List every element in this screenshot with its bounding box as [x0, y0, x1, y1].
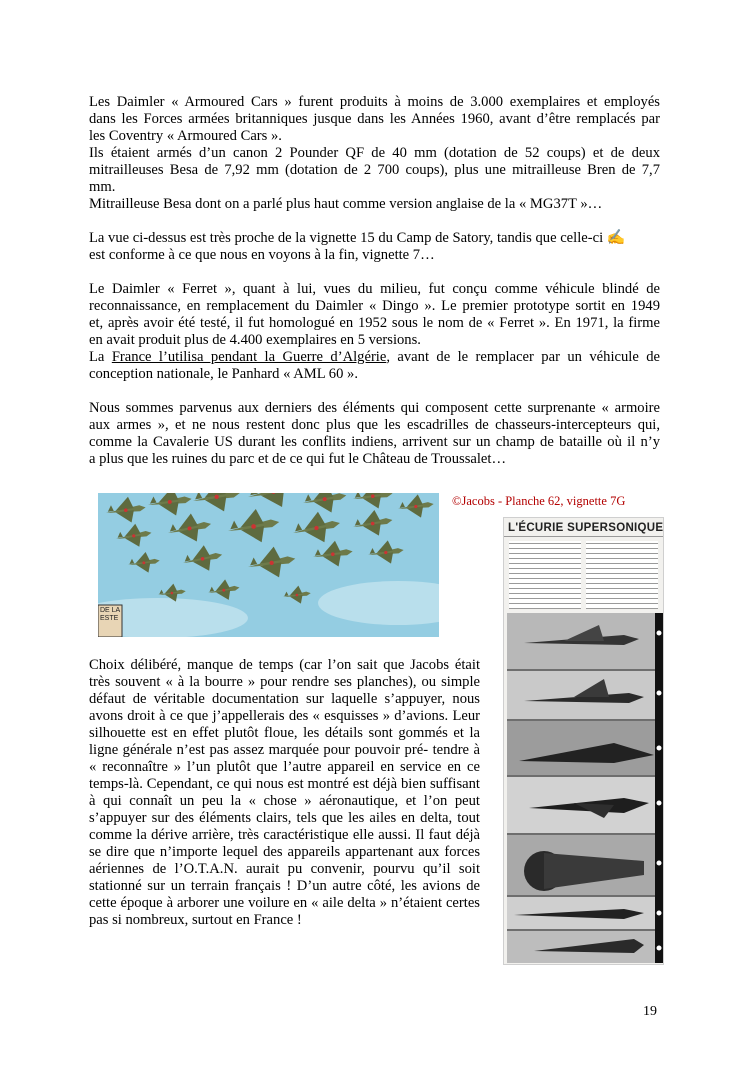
text-line: aux armes », et ne nous restent donc plus que les escadrilles de chasseurs-intercepteurs qui,	[89, 417, 660, 433]
text-line: et, après avoir été testé, il fut homologué en 1952 sous le nom de « Ferret ». En 1971, la firme	[89, 315, 660, 331]
text-line: Nous sommes parvenus aux derniers des éléments qui composent cette surprenante « armoire	[89, 400, 660, 416]
text-line: défaut de véritable documentation sur laquelle s’appuyer, nous	[89, 691, 480, 707]
paragraph-esquisses	[89, 657, 480, 929]
text-line: est conforme à ce que nous en voyons à la fin, vignette 7…	[89, 247, 435, 263]
text-line: les Coventry « Armoured Cars ».	[89, 128, 282, 144]
comic-sign-text: DE LA ESTE	[100, 607, 121, 622]
text-line: mitrailleuses Besa de 7,92 mm (dotation de 2 700 coups), plus une mitrailleuse Bren de 7,7	[89, 162, 660, 178]
text-line: avons droit à ce que j’appellerais des « esquisses » d’avions.	[89, 708, 449, 724]
text-line: dérive arrière, très caractéristique elle aussi.	[151, 827, 412, 843]
comic-panel-image	[98, 493, 439, 637]
text-line: a plus que les ruines du parc et de ce qui fut le Château de Troussalet…	[89, 451, 507, 467]
text-line: en avait produit plus de 4.400 exemplaires en 5 versions.	[89, 332, 421, 348]
text-line: aux forces aériennes de l’O.T.A.N. aurait pu convenir, pourvu	[89, 844, 480, 877]
aircraft-photos	[504, 613, 663, 963]
text-line: qu’il soit stationné sur un terrain français ! D’un autre côté, les	[89, 861, 481, 894]
clipping-text-columns	[504, 537, 663, 613]
text-line: en ce temps-là.	[89, 759, 480, 792]
clipping-column	[509, 541, 581, 609]
newspaper-clipping-image	[503, 517, 664, 965]
text-line: n’étaient certes pas si nombreux, surtout en France !	[89, 895, 480, 928]
text-line: Cependant, ce qui nous est montré est déjà bien suffisant à qui	[89, 776, 480, 809]
text-line: Les Daimler « Armoured Cars » furent produits à moins de 3.000 exemplaires et employés	[89, 94, 660, 110]
text-line	[89, 349, 660, 366]
jets-illustration	[98, 493, 439, 637]
paragraph-satory	[89, 230, 660, 264]
text-line: reconnaissance, en remplacement du Daimler « Dingo ». Le premier prototype sortit en 1949	[89, 298, 660, 314]
text-line: avions de cette époque à arborer une voilure en « aile delta »	[89, 878, 481, 911]
text-fragment: , avant de le remplacer par un véhicule de	[386, 349, 660, 365]
text-line: comme la Cavalerie US durant les conflits indiens, arrivent sur un champ de bataille où il n’y	[89, 434, 660, 450]
text-line: Choix délibéré, manque de temps (car l’on sait que Jacobs était	[89, 657, 480, 673]
clipping-column	[586, 541, 658, 609]
figure-caption: ©Jacobs - Planche 62, vignette 7G	[452, 494, 626, 508]
text-line: dans les Forces armées britanniques jusque dans les Années 1960, avant d’être remplacés par	[89, 111, 660, 127]
text-line: sur des éléments clairs, tels que les ailes en delta, tout comme la	[89, 810, 480, 843]
text-line: conception nationale, le Panhard « AML 60 ».	[89, 366, 358, 382]
text-line: Mitrailleuse Besa dont on a parlé plus haut comme version anglaise de la « MG37T »…	[89, 196, 603, 212]
page-number: 19	[643, 1004, 657, 1019]
text-line: Leur silhouette est en effet plutôt floue, les détails sont gommés	[89, 708, 480, 741]
text-line: Le Daimler « Ferret », quant à lui, vues du milieu, fut conçu comme véhicule blindé de	[89, 281, 660, 297]
text-line	[89, 230, 660, 247]
text-fragment: La	[89, 349, 112, 365]
pointing-hand-icon: ✍	[606, 230, 626, 246]
text-line: très souvent « à la bourre » pour rendre ses planches), ou simple	[89, 674, 480, 690]
text-line: mm.	[89, 179, 116, 195]
clipping-headline: L'ÉCURIE SUPERSONIQUE	[504, 518, 663, 537]
paragraph-ferret	[89, 281, 660, 383]
paragraph-escadrilles	[89, 400, 660, 468]
text-fragment: La vue ci-dessus est très proche de la vignette 15 du Camp de Satory, tandis que celle-ci	[89, 230, 604, 246]
text-line: connaît un peu la « chose » aéronautique, et l’on peut s’appuyer	[89, 793, 480, 826]
text-line: Il faut déjà se dire que n’importe lequel des appareils appartenant	[89, 827, 481, 860]
paragraph-armoured-cars	[89, 94, 660, 213]
text-line: Ils étaient armés d’un canon 2 Pounder QF de 40 mm (dotation de 52 coups) et de deux	[89, 145, 660, 161]
algeria-link[interactable]: France l’utilisa pendant la Guerre d’Algérie	[111, 349, 387, 365]
text-line: tendre à « reconnaître » l’un plutôt que l’autre appareil en service	[89, 742, 480, 775]
text-line: et la ligne générale n’est pas assez marquée pour pouvoir pré-	[89, 725, 480, 758]
